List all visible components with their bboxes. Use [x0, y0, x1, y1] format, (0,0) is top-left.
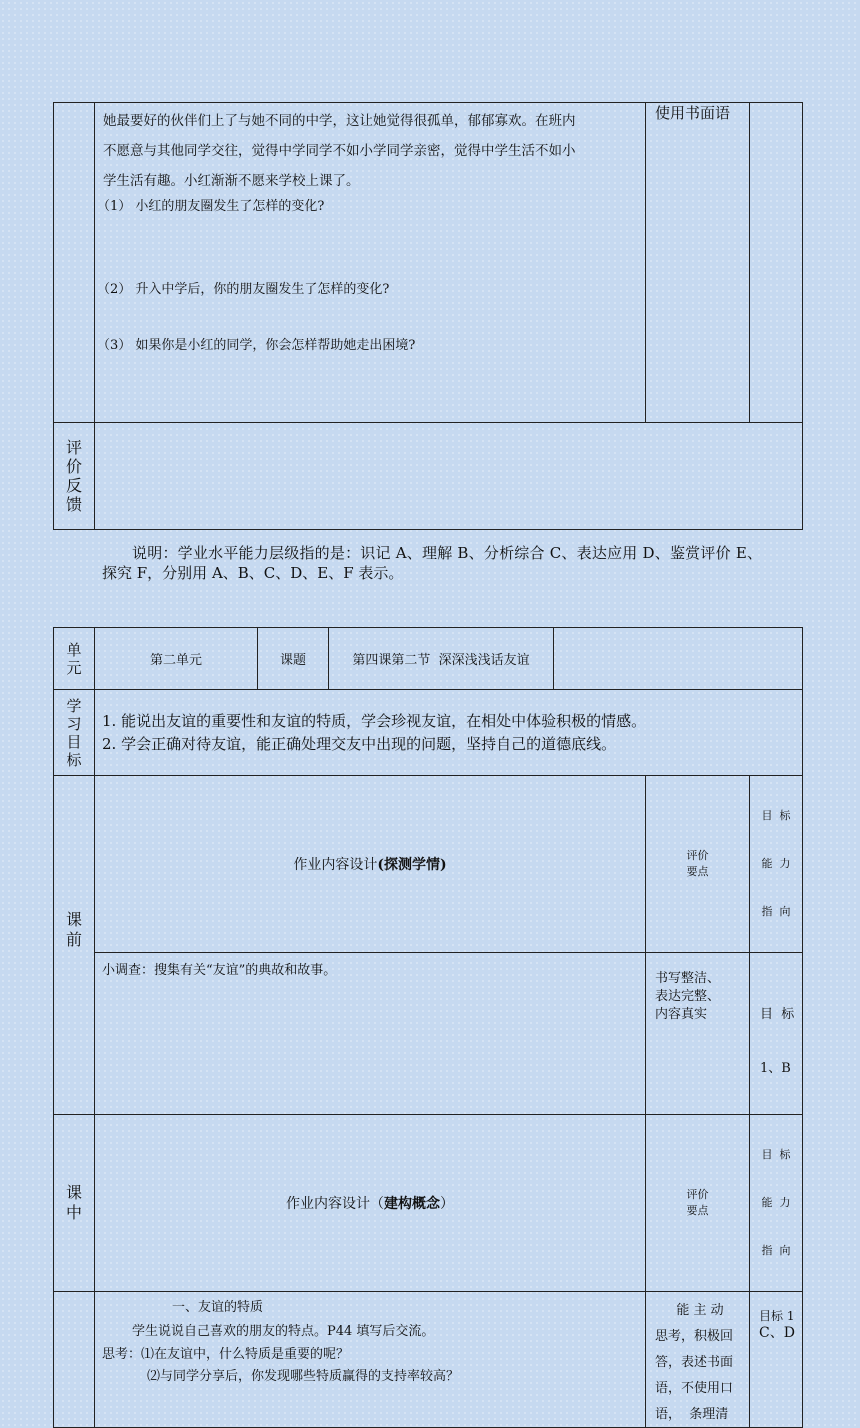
- in-class-eval-line: 语，不使用口: [655, 1381, 734, 1396]
- target-header-line: 目 标: [761, 1148, 791, 1161]
- feedback-label-char: 反: [65, 476, 82, 495]
- in-class-label-char: 课: [65, 1183, 82, 1202]
- lesson-plan-table: [53, 627, 803, 1428]
- eval-point-text: 使用书面语: [655, 104, 731, 122]
- in-class-eval-line: 答，表述书面: [655, 1355, 734, 1370]
- in-class-eval-line: 思考，积极回: [655, 1329, 734, 1344]
- question-2: （2） 升入中学后，你的朋友圈发生了怎样的变化?: [97, 282, 390, 297]
- target-cell-empty: [750, 103, 803, 423]
- topic-label-cell: [258, 628, 329, 690]
- topic-value: 第四课第二节 深深浅浅话友谊: [352, 653, 530, 668]
- activity-table: [53, 102, 803, 530]
- content-line: 学生说说自己喜欢的朋友的特点。P44 填写后交流。: [132, 1324, 435, 1339]
- goals-label-cell: [54, 690, 95, 776]
- pre-class-header-cell: [95, 776, 646, 953]
- topic-value-cell: [329, 628, 554, 690]
- in-class-eval-line: 语， 条理清: [655, 1407, 729, 1422]
- pre-target-cell: [750, 953, 803, 1115]
- pre-target-line: 目 标: [760, 1007, 795, 1022]
- feedback-label-char: 馈: [65, 495, 82, 514]
- unit-value-cell: [95, 628, 258, 690]
- in-class-header: 作业内容设计（建构概念）: [286, 1196, 454, 1212]
- goals-label-char: 学: [66, 696, 82, 715]
- in-class-eval-line: 能 主 动: [676, 1303, 724, 1318]
- story-line: 她最要好的伙伴们上了与她不同的中学，这让她觉得很孤单，郁郁寡欢。在班内: [103, 113, 576, 129]
- goal-item: 1. 能说出友谊的重要性和友谊的特质，学会珍视友谊，在相处中体验积极的情感。: [102, 711, 647, 730]
- in-class-target-line: C、D: [759, 1325, 795, 1341]
- pre-eval-line: 书写整洁、: [655, 971, 721, 986]
- pre-class-label-char: 课: [65, 910, 82, 929]
- pre-eval-line: 内容真实: [655, 1007, 708, 1022]
- target-header-line: 指 向: [761, 905, 791, 918]
- feedback-label-cell: [54, 423, 95, 530]
- target-header-cell-2: [750, 1115, 803, 1292]
- in-class-eval-cell: [646, 1292, 750, 1428]
- goals-label-char: 目: [66, 732, 82, 751]
- eval-point-cell: [646, 103, 750, 423]
- eval-header-line: 评价: [686, 849, 709, 862]
- eval-header-cell: [646, 776, 750, 953]
- in-class-target-cell: [750, 1292, 803, 1428]
- target-header-line: 能 力: [761, 1196, 791, 1209]
- in-class-target-line: 目标 1: [759, 1309, 795, 1323]
- pre-eval-cell: [646, 953, 750, 1115]
- pre-class-label-char: 前: [65, 930, 82, 949]
- feedback-label-char: 评: [65, 438, 82, 457]
- eval-header-line: 要点: [686, 1204, 709, 1217]
- target-header-line: 目 标: [761, 809, 791, 822]
- label-cell-empty: [54, 103, 95, 423]
- feedback-label-char: 价: [65, 457, 82, 476]
- feedback-cell: [95, 423, 803, 530]
- eval-header-line: 评价: [686, 1188, 709, 1201]
- target-header-line: 指 向: [761, 1244, 791, 1257]
- target-header-line: 能 力: [761, 857, 791, 870]
- content-line: 思考：⑴在友谊中，什么特质是重要的呢？: [102, 1347, 350, 1362]
- section-heading: 一、友谊的特质: [172, 1300, 264, 1315]
- story-cell: [95, 103, 646, 423]
- goals-cell: [95, 690, 803, 776]
- question-1: （1） 小红的朋友圈发生了怎样的变化?: [97, 199, 325, 214]
- content-line: ⑵与同学分享后，你发现哪些特质赢得的支持率较高？: [147, 1369, 460, 1384]
- in-class-label-cell: [54, 1115, 95, 1292]
- goal-item: 2. 学会正确对待友谊，能正确处理交友中出现的问题，坚持自己的道德底线。: [102, 734, 617, 753]
- pre-eval-line: 表达完整、: [655, 989, 721, 1004]
- unit-label-cell: [54, 628, 95, 690]
- unit-label-char: 单: [66, 640, 82, 659]
- story-line: 学生活有趣。小红渐渐不愿来学校上课了。: [103, 173, 360, 189]
- note-paragraph: 说明：学业水平能力层级指的是：识记 A、理解 B、分析综合 C、表达应用 D、鉴赏评价 E、探究 F，分别用 A、B、C、D、E、F 表示。: [102, 544, 762, 582]
- in-class-empty-cell: [54, 1292, 95, 1428]
- in-class-label-char: 中: [65, 1203, 82, 1222]
- goals-label-char: 标: [66, 750, 82, 769]
- unit-value: 第二单元: [149, 653, 202, 668]
- goals-label-char: 习: [66, 714, 82, 733]
- unit-label-char: 元: [66, 658, 82, 677]
- pre-class-label-cell: [54, 776, 95, 1115]
- question-3: （3） 如果你是小红的同学，你会怎样帮助她走出困境?: [97, 338, 416, 353]
- story-line: 不愿意与其他同学交往，觉得中学同学不如小学同学亲密，觉得中学生活不如小: [103, 143, 576, 159]
- pre-class-content: 小调查：搜集有关“友谊”的典故和故事。: [102, 963, 337, 978]
- in-class-content-cell: [95, 1292, 646, 1428]
- pre-class-header: 作业内容设计(探测学情): [293, 857, 447, 873]
- eval-header-cell-2: [646, 1115, 750, 1292]
- eval-header-line: 要点: [686, 865, 709, 878]
- topic-extra-cell: [554, 628, 803, 690]
- pre-target-line: 1、B: [760, 1061, 791, 1076]
- pre-class-content-cell: [95, 953, 646, 1115]
- topic-label: 课题: [279, 653, 306, 668]
- in-class-header-cell: [95, 1115, 646, 1292]
- target-header-cell: [750, 776, 803, 953]
